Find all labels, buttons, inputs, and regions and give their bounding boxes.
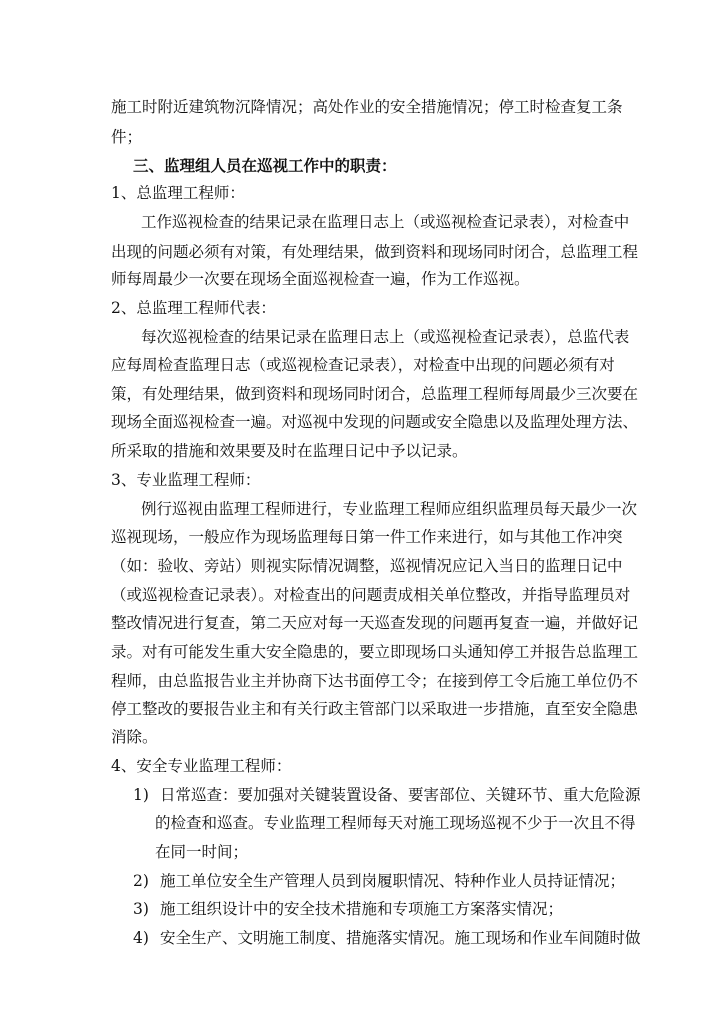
list-text: 在同一时间； (155, 843, 249, 861)
text-line: 出现的问题必须有对策，有处理结果，做到资料和现场同时闭合，总监理工程 (111, 243, 639, 261)
list-text: 的检查和巡查。专业监理工程师每天对施工现场巡视不少于一次且不得 (155, 814, 636, 832)
text-line: 现场全面巡视检查一遍。对巡视中发现的问题或安全隐患以及监理处理方法、 (111, 413, 639, 431)
text-line: 师每周最少一次要在现场全面巡视检查一遍，作为工作巡视。 (111, 270, 530, 288)
list-text: 施工单位安全生产管理人员到岗履职情况、特种作业人员持证情况； (159, 872, 625, 890)
list-text: 施工组织设计中的安全技术措施和专项施工方案落实情况； (159, 900, 563, 918)
text-line: 策，有处理结果，做到资料和现场同时闭合，总监理工程师每周最少三次要在 (111, 385, 639, 403)
text-line: （如：验收、旁站）则视实际情况调整，巡视情况应记入当日的监理日记中 (111, 557, 623, 575)
subsection-heading: 3、专业监理工程师： (111, 471, 261, 489)
subsection-heading: 2、总监理工程师代表： (111, 299, 276, 317)
list-item (133, 928, 640, 948)
list-item (133, 785, 640, 805)
text-line: 每次巡视检查的结果记录在监理日志上（或巡视检查记录表），总监代表 (141, 328, 630, 346)
text-line: 施工时附近建筑物沉降情况；高处作业的安全措施情况；停工时检查复工条 (111, 98, 623, 116)
list-text: 日常巡查：要加强对关键装置设备、要害部位、关键环节、重大危险源 (159, 786, 641, 804)
list-number: 1) (133, 786, 149, 804)
text-line: 工作巡视检查的结果记录在监理日志上（或巡视检查记录表），对检查中 (141, 213, 630, 231)
list-item-continuation (155, 813, 636, 833)
list-item (133, 871, 625, 891)
text-line: 应每周检查监理日志（或巡视检查记录表），对检查中出现的问题必须有对 (111, 356, 615, 374)
text-line: 停工整改的要报告业主和有关行政主管部门以采取进一步措施，直至安全隐患 (111, 700, 639, 718)
list-number: 3) (133, 900, 149, 918)
subsection-heading: 4、安全专业监理工程师： (111, 757, 292, 775)
list-text: 安全生产、文明施工制度、措施落实情况。施工现场和作业车间随时做 (159, 929, 641, 947)
section-heading: 三、监理组人员在巡视工作中的职责： (133, 156, 397, 175)
text-line: 例行巡视由监理工程师进行，专业监理工程师应组织监理员每天最少一次 (141, 500, 638, 518)
list-number: 4) (133, 929, 149, 947)
text-line: 整改情况进行复查，第二天应对每一天巡查发现的问题再复查一遍，并做好记 (111, 614, 639, 632)
subsection-heading: 1、总监理工程师： (111, 184, 245, 202)
list-item-continuation (155, 842, 248, 862)
text-line: （或巡视检查记录表）。对检查出的问题责成相关单位整改，并指导监理员对 (111, 586, 631, 604)
list-number: 2) (133, 872, 149, 890)
text-line: 程师，由总监报告业主并协商下达书面停工令；在接到停工令后施工单位仍不 (111, 672, 639, 690)
text-line: 消除。 (111, 728, 158, 746)
list-item (133, 899, 563, 919)
text-line: 件； (111, 128, 143, 146)
text-line: 巡视现场，一般应作为现场监理每日第一件工作来进行，如与其他工作冲突 (111, 528, 623, 546)
text-line: 所采取的措施和效果要及时在监理日记中予以记录。 (111, 442, 468, 460)
text-line: 录。对有可能发生重大安全隐患的，要立即现场口头通知停工并报告总监理工 (111, 643, 639, 661)
